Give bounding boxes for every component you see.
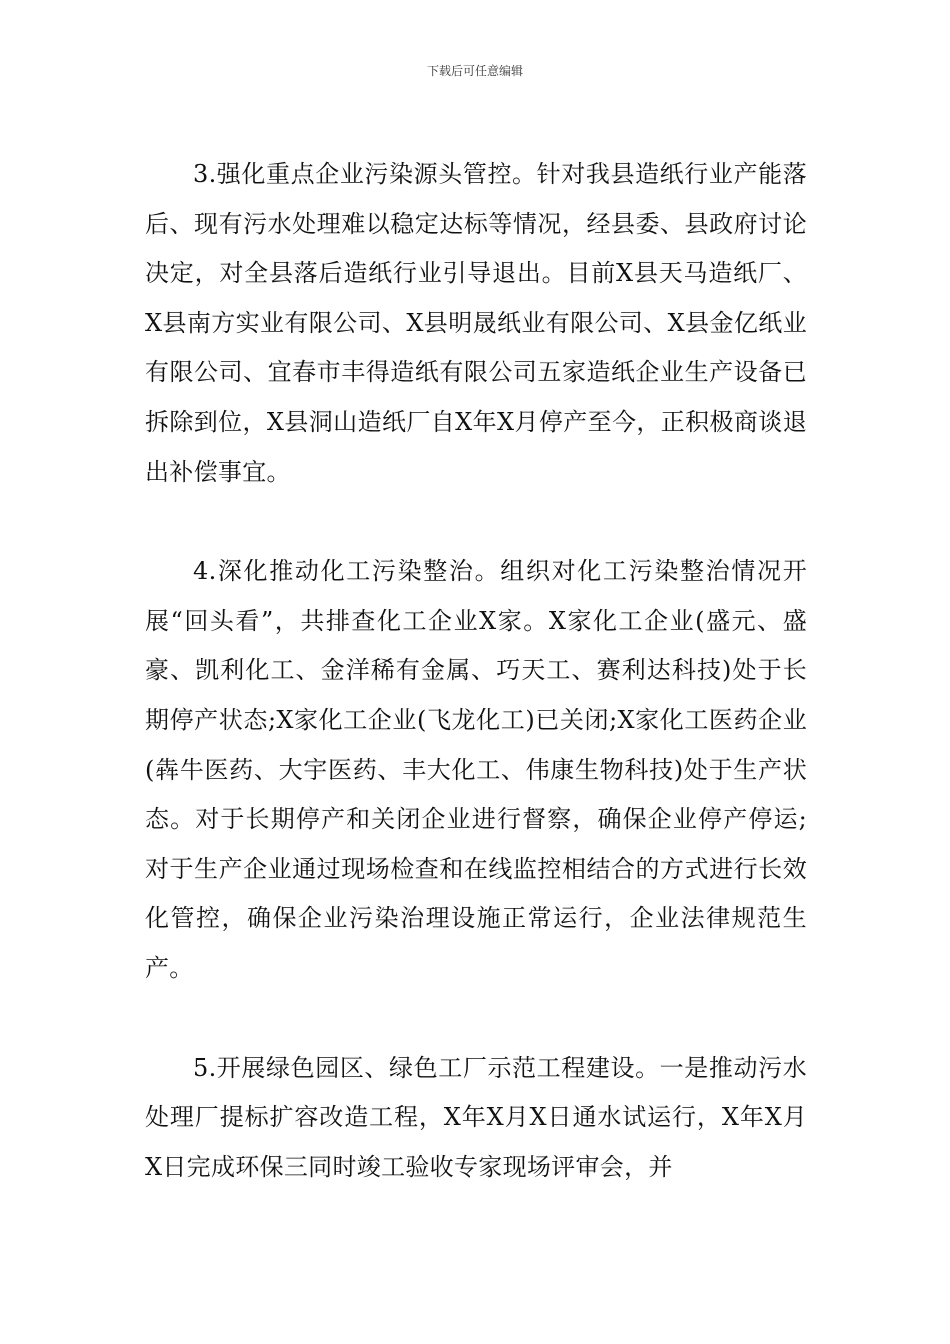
document-body xyxy=(145,150,807,1242)
paragraph-5-green-park-construction: 5.开展绿色园区、绿色工厂示范工程建设。一是推动污水处理厂提标扩容改造工程，X年X月X日通水试运行，X年X月X日完成环保三同时竣工验收专家现场评审会，并 xyxy=(145,1053,807,1181)
paragraph-4-chemical-pollution-rectification: 4.深化推动化工污染整治。组织对化工污染整治情况开展“回头看”，共排查化工企业X家。X家化工企业(盛元、盛豪、凯利化工、金洋稀有金属、巧天工、赛利达科技)处于长期停产状态;X家化工企业(飞龙化工)已关闭;X家化工医药企业(犇牛医药、大宇医药、丰大化工、伟康生物科技)处于生产状态。对于长期停产和关闭企业进行督察，确保企业停产停运;对于生产企业通过现场检查和在线监控相结合的方式进行长效化管控，确保企业污染治理设施正常运行，企业法律规范生产。 xyxy=(145,557,807,982)
page-header: 下载后可任意编辑 xyxy=(426,64,523,78)
paragraph-3-pollution-source-control: 3.强化重点企业污染源头管控。针对我县造纸行业产能落后、现有污水处理难以稳定达标等情况，经县委、县政府讨论决定，对全县落后造纸行业引导退出。目前X县天马造纸厂、X县南方实业有限公司、X县明晟纸业有限公司、X县金亿纸业有限公司、宜春市丰得造纸有限公司五家造纸企业生产设备已拆除到位，X县洞山造纸厂自X年X月停产至今，正积极商谈退出补偿事宜。 xyxy=(145,160,807,486)
